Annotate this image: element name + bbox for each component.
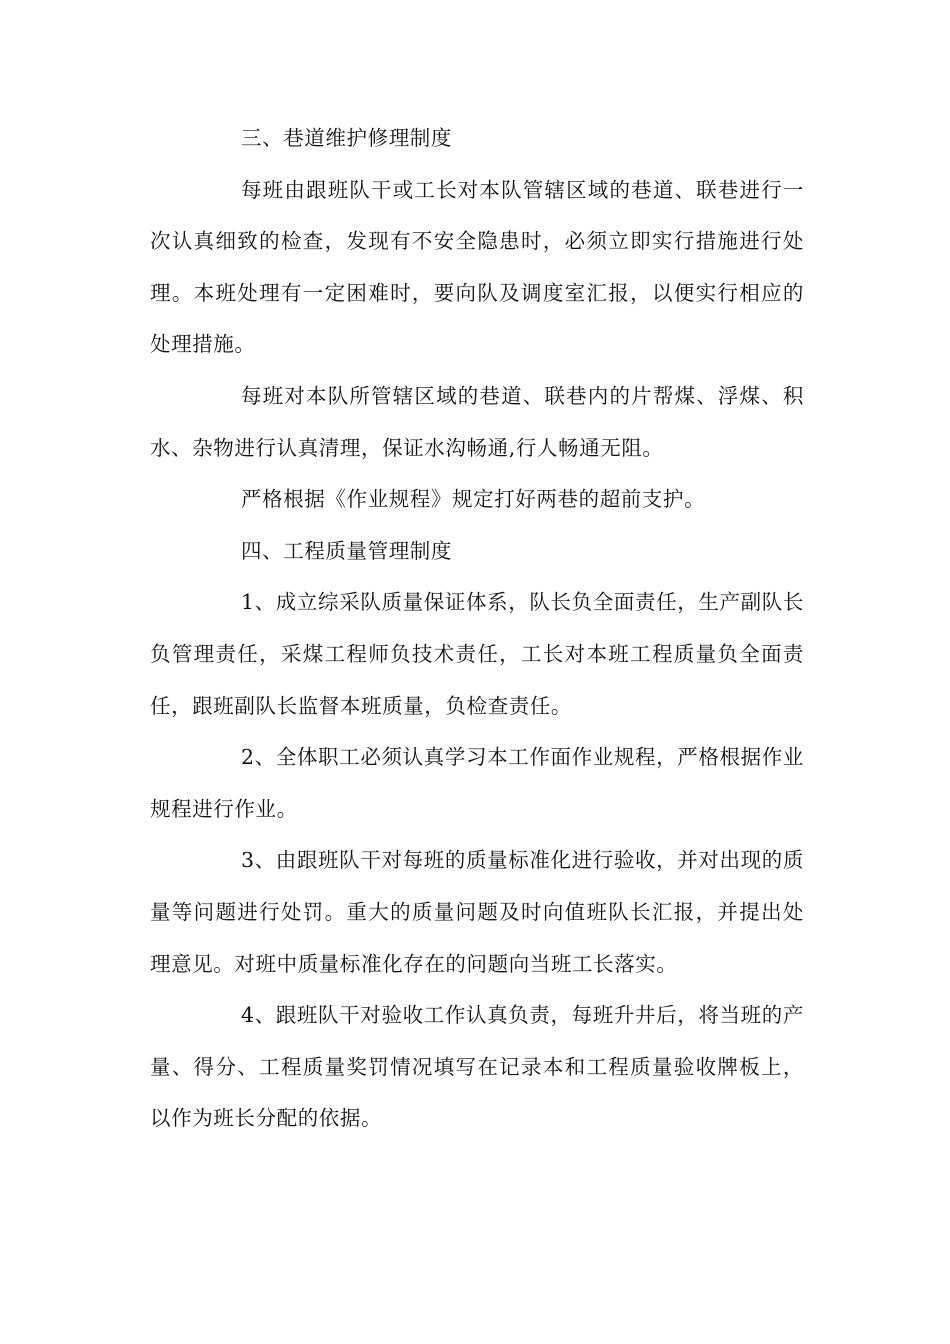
- paragraph-advance-support: 严格根据《作业规程》规定打好两巷的超前支护。: [241, 487, 706, 512]
- paragraph-quality-system: 1、成立综采队质量保证体系，队长负全面责任，生产副队长负管理责任，采煤工程师负技术责任，工长对本班工程质量负全面责任，跟班副队长监督本班质量，负检查责任。: [150, 590, 804, 718]
- paragraph-shift-inspection: 每班由跟班队干或工长对本队管辖区域的巷道、联巷进行一次认真细致的检查，发现有不安全隐患时，必须立即实行措施进行处理。本班处理有一定困难时，要向队及调度室汇报，以便实行相应的处理措施。: [150, 177, 804, 357]
- section-heading-roadway-maintenance: 三、巷道维护修理制度: [241, 126, 452, 150]
- document-body: [150, 113, 804, 1145]
- paragraph-study-regulations: 2、全体职工必须认真学习本工作面作业规程，严格根据作业规程进行作业。: [150, 745, 804, 821]
- paragraph-quality-acceptance: 3、由跟班队干对每班的质量标准化进行验收，并对出现的质量等问题进行处罚。重大的质量问题及时向值班队长汇报，并提出处理意见。对班中质量标准化存在的问题向当班工长落实。: [150, 848, 804, 976]
- paragraph-roadway-cleaning: 每班对本队所管辖区域的巷道、联巷内的片帮煤、浮煤、积水、杂物进行认真清理，保证水沟畅通,行人畅通无阻。: [150, 383, 804, 460]
- section-heading-quality-management: 四、工程质量管理制度: [241, 538, 452, 563]
- paragraph-acceptance-records: 4、跟班队干对验收工作认真负责，每班升井后，将当班的产量、得分、工程质量奖罚情况填写在记录本和工程质量验收牌板上，以作为班长分配的依据。: [150, 1003, 804, 1131]
